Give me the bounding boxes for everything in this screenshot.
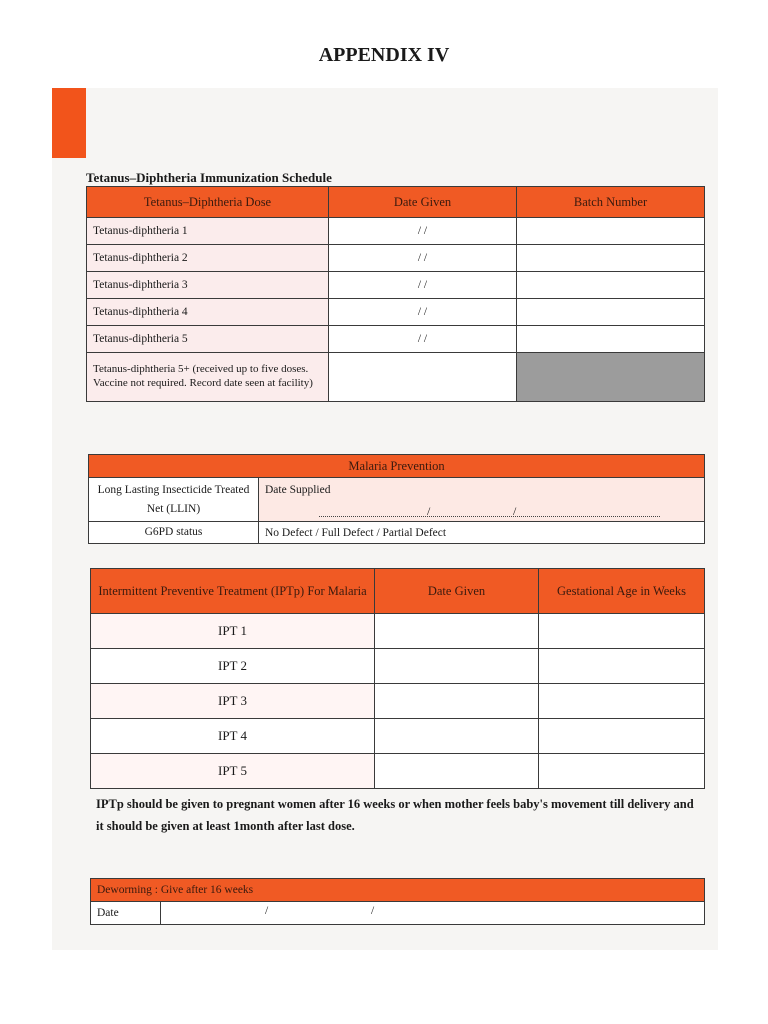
date-separator: /	[371, 905, 375, 917]
td-date-field[interactable]: / /	[329, 272, 517, 299]
td-batch-field[interactable]	[517, 272, 705, 299]
date-separator: /	[265, 905, 269, 917]
td-schedule-title: Tetanus–Diphtheria Immunization Schedule	[86, 170, 332, 185]
deworming-date-field[interactable]	[161, 902, 705, 925]
ipt-label: IPT 5	[91, 754, 375, 789]
llin-date-supplied-label: Date Supplied	[265, 484, 331, 496]
td-date-field[interactable]	[329, 353, 517, 402]
td-batch-field[interactable]	[517, 245, 705, 272]
ipt-ga-field[interactable]	[539, 719, 705, 754]
iptp-header-treatment: Intermittent Preventive Treatment (IPTp) For Malaria	[91, 569, 375, 614]
malaria-header: Malaria Prevention	[89, 455, 705, 478]
orange-corner-block	[52, 88, 86, 158]
table-row	[87, 272, 705, 299]
deworming-date-label: Date	[91, 902, 161, 925]
table-row	[87, 299, 705, 326]
td-header-dose: Tetanus–Diphtheria Dose	[87, 187, 329, 218]
td-date-field[interactable]: / /	[329, 326, 517, 353]
ipt-ga-field[interactable]	[539, 649, 705, 684]
ipt-date-field[interactable]	[375, 719, 539, 754]
td-dose-label: Tetanus-diphtheria 5	[87, 326, 329, 353]
td-dose-5plus-label: Tetanus-diphtheria 5+ (received up to five doses. Vaccine not required. Record date seen at facility)	[87, 353, 329, 402]
table-row	[87, 326, 705, 353]
table-row	[91, 649, 705, 684]
td-batch-field[interactable]	[517, 326, 705, 353]
ipt-label: IPT 3	[91, 684, 375, 719]
ipt-ga-field[interactable]	[539, 754, 705, 789]
ipt-ga-field[interactable]	[539, 684, 705, 719]
g6pd-options[interactable]: No Defect / Full Defect / Partial Defect	[259, 522, 705, 544]
td-batch-shaded-cell	[517, 353, 705, 402]
table-row	[87, 245, 705, 272]
td-date-field[interactable]: / /	[329, 218, 517, 245]
td-date-field[interactable]: / /	[329, 245, 517, 272]
appendix-title: APPENDIX IV	[318, 44, 450, 66]
table-row	[91, 614, 705, 649]
td-header-date: Date Given	[329, 187, 517, 218]
ipt-label: IPT 4	[91, 719, 375, 754]
date-separator: /	[427, 504, 431, 518]
ipt-label: IPT 1	[91, 614, 375, 649]
table-row	[87, 218, 705, 245]
llin-label: Long Lasting Insecticide Treated Net (LLIN)	[89, 478, 259, 522]
td-dose-label: Tetanus-diphtheria 2	[87, 245, 329, 272]
ipt-ga-field[interactable]	[539, 614, 705, 649]
iptp-header-gestational-age: Gestational Age in Weeks	[539, 569, 705, 614]
ipt-date-field[interactable]	[375, 684, 539, 719]
deworming-table	[90, 878, 705, 925]
td-batch-field[interactable]	[517, 218, 705, 245]
ipt-label: IPT 2	[91, 649, 375, 684]
td-dose-label: Tetanus-diphtheria 4	[87, 299, 329, 326]
iptp-note: IPTp should be given to pregnant women after 16 weeks or when mother feels baby's movement till delivery and it should be given at least 1month after last dose.	[96, 797, 694, 833]
iptp-header-date: Date Given	[375, 569, 539, 614]
ipt-date-field[interactable]	[375, 754, 539, 789]
table-row	[91, 684, 705, 719]
llin-date-field[interactable]	[259, 478, 705, 522]
td-schedule-table	[86, 186, 705, 402]
iptp-table	[90, 568, 705, 789]
date-separator: /	[513, 504, 517, 518]
ipt-date-field[interactable]	[375, 614, 539, 649]
ipt-date-field[interactable]	[375, 649, 539, 684]
td-dose-label: Tetanus-diphtheria 3	[87, 272, 329, 299]
td-dose-label: Tetanus-diphtheria 1	[87, 218, 329, 245]
g6pd-label: G6PD status	[89, 522, 259, 544]
deworming-header: Deworming : Give after 16 weeks	[91, 879, 705, 902]
td-date-field[interactable]: / /	[329, 299, 517, 326]
malaria-prevention-table	[88, 454, 705, 544]
llin-dotted-line	[319, 516, 660, 517]
table-row	[91, 754, 705, 789]
table-row	[91, 719, 705, 754]
td-header-batch: Batch Number	[517, 187, 705, 218]
td-batch-field[interactable]	[517, 299, 705, 326]
table-row	[87, 353, 705, 402]
